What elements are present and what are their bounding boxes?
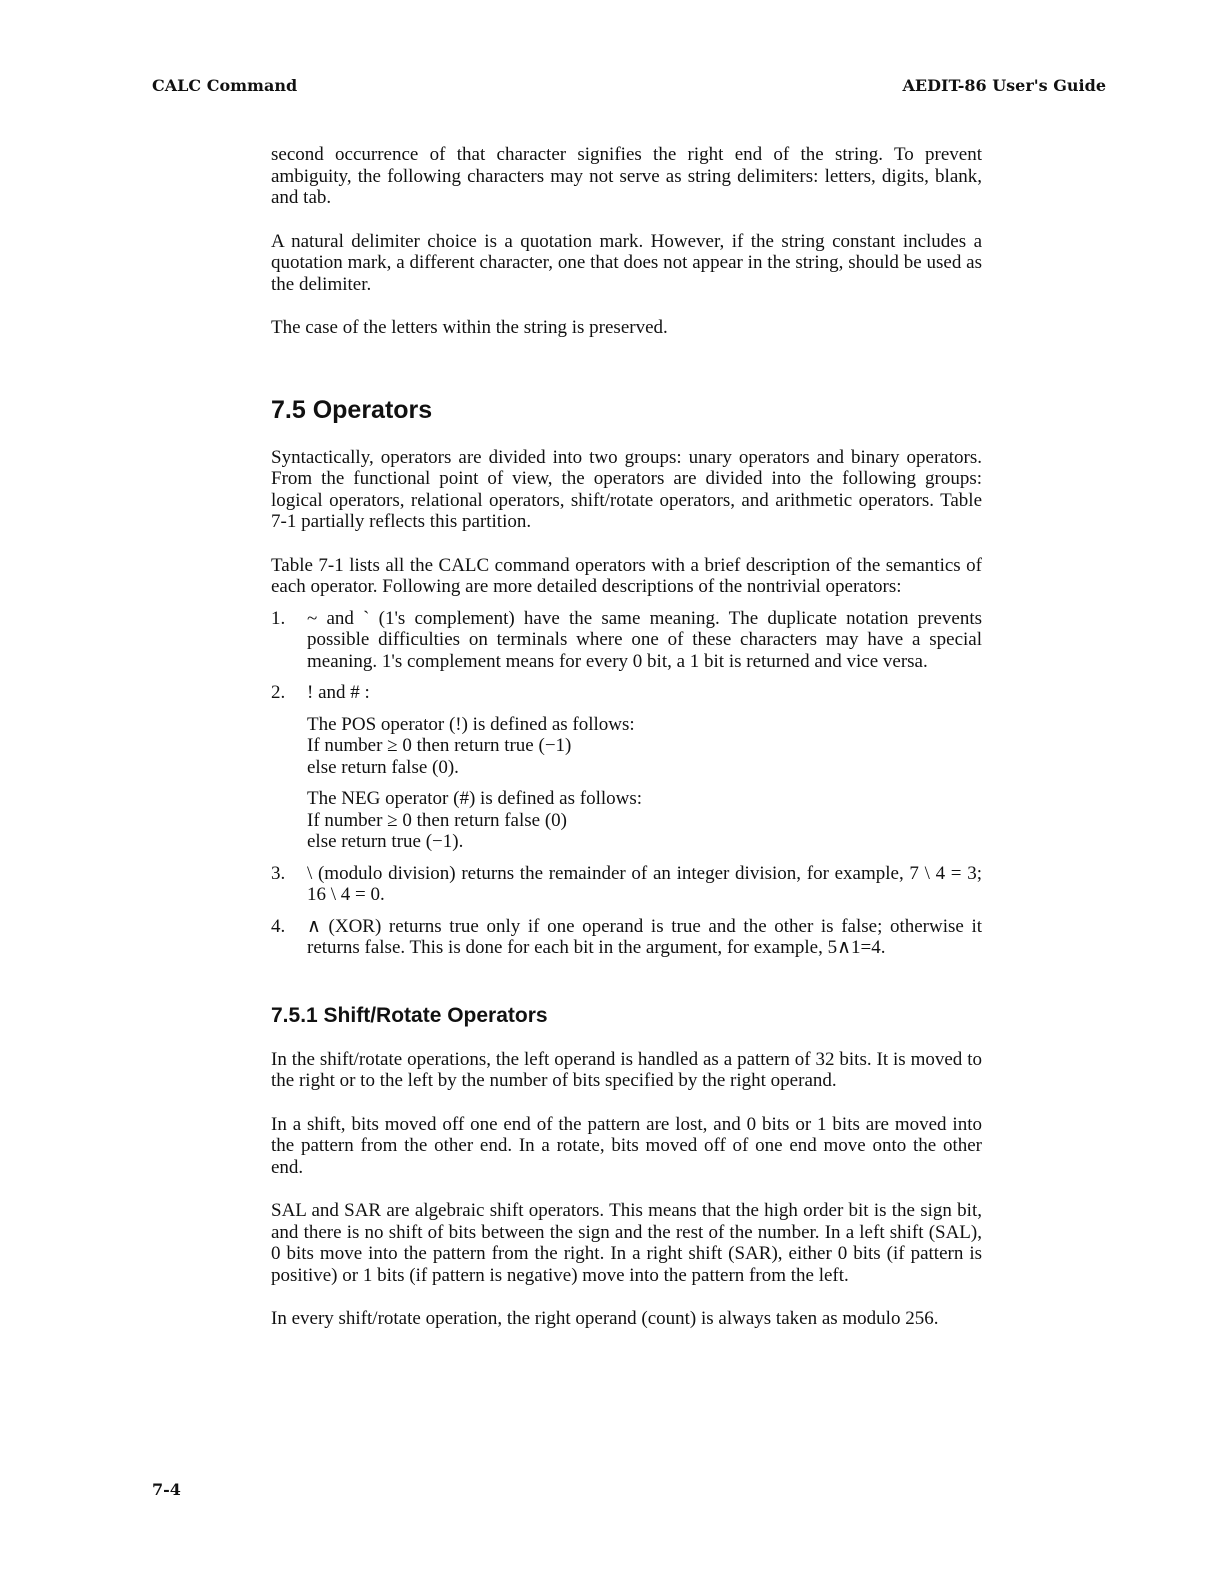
definition-line: else return false (0). [307,756,459,778]
section-paragraph-2: Table 7-1 lists all the CALC command operators with a brief description of the semantics of each operator. Following are more detailed descriptions of the nontrivial operators: [271,554,982,597]
definition-line: The NEG operator (#) is defined as follows: [307,788,643,809]
page-body [271,144,982,1352]
intro-paragraph-1: second occurrence of that character signifies the right end of the string. To prevent ambiguity, the following characters may not serve as string delimiters: letters, digits, blank, and tab. [271,144,982,208]
list-item [271,916,982,959]
list-item-number: 1. [271,607,286,629]
list-item-text: ! and # : [307,682,370,703]
list-item [271,682,982,853]
subsection-paragraph-4: In every shift/rotate operation, the right operand (count) is always taken as modulo 256. [271,1308,939,1329]
operator-list [271,608,982,959]
subsection-paragraph-1: In the shift/rotate operations, the left operand is handled as a pattern of 32 bits. It is moved to the right or to the left by the number of bits specified by the right operand. [271,1048,982,1091]
section-paragraph-1: Syntactically, operators are divided into two groups: unary operators and binary operators. From the functional point of view, the operators are divided into the following groups: logical operators, relational operators, shift/rotate operators, and arithmetic operators. Table 7-1 partially reflects this partition. [271,446,982,532]
definition-line: If number ≥ 0 then return true (−1) [307,735,572,756]
list-item [271,608,982,673]
section-heading: 7.5 Operators [271,395,433,424]
page-number: 7-4 [152,1480,181,1499]
neg-operator-definition [307,788,982,853]
subsection-paragraph-3: SAL and SAR are algebraic shift operators. This means that the high order bit is the sign bit, and there is no shift of bits between the sign and the rest of the number. In a left shift (SAL), 0 bits move into the pattern from the right. In a right shift (SAR), either 0 bits (if pattern is positive) or 1 bits (if pattern is negative) move into the pattern from the left. [271,1200,982,1286]
list-item-number: 4. [271,915,286,937]
definition-line: If number ≥ 0 then return false (0) [307,809,567,831]
running-head-left: CALC Command [152,76,298,95]
running-head-right: AEDIT-86 User's Guide [902,76,1106,95]
subsection-heading: 7.5.1 Shift/Rotate Operators [271,1003,548,1027]
list-item-text: ~ and ` (1's complement) have the same meaning. The duplicate notation prevents possible difficulties on terminals where one of these characters may have a special meaning. 1's complement means for every 0 bit, a 1 bit is returned and vice versa. [307,607,982,672]
intro-paragraph-2: A natural delimiter choice is a quotation mark. However, if the string constant includes a quotation mark, a different character, one that does not appear in the string, should be used as the delimiter. [271,230,982,295]
definition-line: else return true (−1). [307,831,464,852]
list-item-number: 3. [271,862,286,884]
list-item-text: \ (modulo division) returns the remainder of an integer division, for example, 7 \ 4 = 3; 16 \ 4 = 0. [307,862,982,905]
intro-paragraph-3: The case of the letters within the string is preserved. [271,317,668,338]
pos-operator-definition [307,714,982,779]
list-item [271,863,982,906]
definition-line: The POS operator (!) is defined as follows: [307,713,635,735]
list-item-text: ∧ (XOR) returns true only if one operand is true and the other is false; otherwise it returns false. This is done for each bit in the argument, for example, 5∧1=4. [307,915,982,958]
list-item-number: 2. [271,682,286,703]
subsection-paragraph-2: In a shift, bits moved off one end of the pattern are lost, and 0 bits or 1 bits are moved into the pattern from the other end. In a rotate, bits moved off of one end move onto the other end. [271,1113,982,1178]
